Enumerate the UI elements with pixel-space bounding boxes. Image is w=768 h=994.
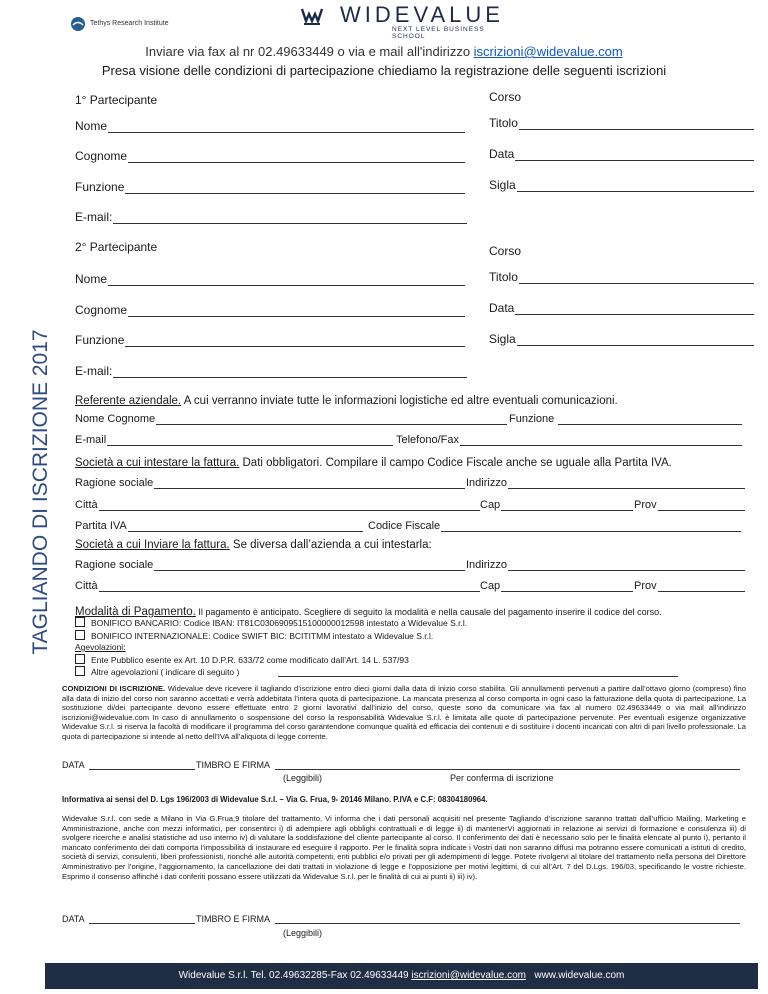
- fattura-ragione-label: Ragione sociale: [75, 477, 154, 489]
- pagamento-title: Modalità di Pagamento.: [75, 606, 196, 618]
- firma1-conferma: Per conferma di iscrizione: [450, 773, 554, 783]
- fattura-citta-field[interactable]: [75, 499, 480, 511]
- p1-cognome-label: Cognome: [75, 149, 128, 163]
- invio-desc: Se diversa dall’azienda a cui intestarla:: [229, 539, 432, 551]
- checkbox-ente[interactable]: [75, 654, 85, 664]
- footer-site-link[interactable]: www.widevalue.com: [526, 970, 625, 981]
- fattura-heading: [75, 457, 672, 469]
- firma1-firma-line[interactable]: [275, 759, 740, 770]
- p1-nome-label: Nome: [75, 119, 108, 133]
- footer-bar: [45, 963, 758, 989]
- firma2-leggibili: (Leggibili): [283, 928, 323, 938]
- referente-title: Referente aziendale.: [75, 395, 182, 407]
- pagamento-option-altre[interactable]: [75, 666, 239, 677]
- referente-funzione-label: Funzione: [509, 413, 555, 425]
- p2-cognome-label: Cognome: [75, 303, 128, 317]
- firma2-data-label: DATA: [62, 914, 85, 924]
- instructions-fax: Inviare via fax al nr 02.49633449 o via e mail all'indirizzo: [145, 44, 474, 59]
- invio-cap-field[interactable]: [480, 580, 633, 592]
- p2-data-field[interactable]: [489, 301, 754, 315]
- referente-desc: A cui verranno inviate tutte le informazioni logistiche ed altre eventuali comunicazioni.: [181, 395, 618, 407]
- p2-sigla-field[interactable]: [489, 332, 754, 346]
- p1-data-label: Data: [489, 147, 515, 161]
- fattura-cf-label: Codice Fiscale: [368, 520, 441, 532]
- informativa-title: Informativa ai sensi del D. Lgs 196/2003 di Widevalue S.r.l. – Via G. Frua, 9- 20146 Milano. P.IVA e C.F: 08304180964.: [62, 795, 488, 804]
- fattura-indirizzo-field[interactable]: [466, 477, 745, 489]
- invio-prov-field[interactable]: [634, 580, 745, 592]
- fattura-title: Società a cui intestare la fattura.: [75, 457, 240, 469]
- fattura-citta-label: Città: [75, 499, 98, 511]
- condizioni-title: CONDIZIONI DI ISCRIZIONE.: [62, 684, 166, 693]
- p1-cognome-field[interactable]: [75, 149, 465, 163]
- widevalue-emblem-icon: [300, 5, 324, 27]
- referente-heading: [75, 395, 618, 407]
- fattura-ragione-field[interactable]: [75, 477, 465, 489]
- referente-email-field[interactable]: [75, 434, 393, 446]
- p2-sigla-label: Sigla: [489, 332, 516, 346]
- p2-titolo-label: Titolo: [489, 270, 518, 284]
- p1-email-label: E-mail:: [75, 210, 113, 224]
- condizioni-text: Widevalue deve ricevere il tagliando d’iscrizione entro dieci giorni dalla data di inizio corso stabilita. Gli annullamenti pervenuti a partire dall’ottavo giorno (compreso) fino alla data di inizio del corso non saranno accettati e verrà addebitata l’intera quota di partecipazione. La mancata presenza al corso comporta in ogni caso la fatturazione della quota di partecipazione. La sostituzione di/dei partecipante devono essere effettuate entro 2 giorni lavorativi dall’inizio del corso, queste sono da comunicare via fax al numero 02.49633449 o via mail all’indirizzo iscrizioni@widevalue.com In caso di annullamento o sospensione del corso la responsabilità Widevalue S.r.l. è limitata alle quote di partecipazione pervenute. Per eventuali esigenze organizzative Widevalue S.r.l. si riserva la facoltà di modificare il programma del corso garantendone comunque qualità ed efficacia dei contenuti e di sostituire i docenti incaricati con altri di pari livello professionale. La quota di partecipazione si intende al netto dell’IVA all’aliquota di legge corrente.: [62, 684, 746, 741]
- invio-indirizzo-label: Indirizzo: [466, 559, 507, 571]
- referente-email-label: E-mail: [75, 434, 107, 446]
- header-email-link[interactable]: iscrizioni@widevalue.com: [473, 44, 623, 59]
- p2-nome-field[interactable]: [75, 272, 465, 286]
- p1-titolo-label: Titolo: [489, 116, 518, 130]
- referente-funzione-field[interactable]: [509, 413, 742, 425]
- fattura-desc: Dati obbligatori. Compilare il campo Codice Fiscale anche se uguale alla Partita IVA.: [239, 457, 672, 469]
- invio-ragione-label: Ragione sociale: [75, 559, 154, 571]
- p2-cognome-field[interactable]: [75, 303, 465, 317]
- p1-sigla-field[interactable]: [489, 178, 754, 192]
- widevalue-logo: [300, 2, 520, 40]
- tethys-logo: [70, 14, 200, 36]
- altre-agevolazioni-line[interactable]: [278, 676, 678, 677]
- pagamento-option-bonifico[interactable]: [75, 617, 467, 628]
- pagamento-option-internazionale[interactable]: [75, 630, 433, 641]
- fattura-prov-field[interactable]: [634, 499, 745, 511]
- p2-nome-label: Nome: [75, 272, 108, 286]
- p1-funzione-label: Funzione: [75, 180, 125, 194]
- instructions-line-1: [0, 44, 768, 59]
- checkbox-bonifico[interactable]: [75, 617, 85, 627]
- firma1-timbro-label: TIMBRO E FIRMA: [196, 760, 270, 770]
- referente-telefono-field[interactable]: [396, 434, 742, 446]
- fattura-cap-label: Cap: [480, 499, 501, 511]
- brand-tagline: NEXT LEVEL BUSINESS SCHOOL: [392, 26, 485, 40]
- invio-heading: [75, 539, 432, 551]
- invio-citta-label: Città: [75, 580, 98, 592]
- participant2-corso-title: Corso: [489, 244, 522, 258]
- agevolazioni-title: Agevolazioni:: [75, 642, 126, 652]
- side-label: TAGLIANDO DI ISCRIZIONE 2017: [29, 329, 52, 655]
- tethys-name: Tethys Research Institute: [90, 20, 169, 27]
- fattura-piva-label: Partita IVA: [75, 520, 127, 532]
- ente-label: Ente Pubblico esente ex Art. 10 D.P.R. 633/72 come modificato dall’Art. 14 L. 537/93: [91, 655, 409, 665]
- p1-titolo-field[interactable]: [489, 116, 754, 130]
- invio-indirizzo-field[interactable]: [466, 559, 745, 571]
- pagamento-option-ente[interactable]: [75, 654, 409, 665]
- firma2-firma-line[interactable]: [275, 913, 740, 924]
- condizioni-paragraph: [62, 684, 746, 742]
- p1-nome-field[interactable]: [75, 119, 465, 133]
- p1-sigla-label: Sigla: [489, 178, 516, 192]
- p2-titolo-field[interactable]: [489, 270, 754, 284]
- footer-contacts: Widevalue S.r.l. Tel. 02.49632285-Fax 02.49633449: [178, 970, 412, 981]
- invio-prov-label: Prov: [634, 580, 657, 592]
- firma1-data-label: DATA: [62, 760, 85, 770]
- invio-ragione-field[interactable]: [75, 559, 465, 571]
- p2-data-label: Data: [489, 301, 515, 315]
- altre-label: Altre agevolazioni ( indicare di seguito ): [91, 667, 240, 677]
- p1-email-field[interactable]: [75, 210, 467, 224]
- tethys-logo-icon: [70, 16, 86, 32]
- p2-funzione-label: Funzione: [75, 333, 125, 347]
- participant1-corso-title: Corso: [489, 90, 522, 104]
- checkbox-altre[interactable]: [75, 666, 85, 676]
- referente-telefono-label: Telefono/Fax: [396, 434, 459, 446]
- footer-email-link[interactable]: iscrizioni@widevalue.com: [411, 970, 527, 981]
- participant2-title: 2° Partecipante: [75, 240, 158, 254]
- brand-name: WIDEVALUE: [340, 2, 504, 27]
- p1-data-field[interactable]: [489, 147, 754, 161]
- invio-title: Società a cui Inviare la fattura.: [75, 539, 230, 551]
- fattura-cap-field[interactable]: [480, 499, 633, 511]
- fattura-indirizzo-label: Indirizzo: [466, 477, 507, 489]
- instructions-line-2: Presa visione delle condizioni di partecipazione chiediamo la registrazione delle seguenti iscrizioni: [101, 63, 667, 78]
- referente-nome-field[interactable]: [75, 413, 507, 425]
- internazionale-label: BONIFICO INTERNAZIONALE: Codice SWIFT BIC: BCITITMM intestato a Widevalue S.r.l.: [91, 631, 434, 641]
- p1-funzione-field[interactable]: [75, 180, 465, 194]
- bonifico-label: BONIFICO BANCARIO: Codice IBAN: IT81C0306909515100000012598 intestato a Widevalue S.r.l.: [91, 618, 468, 628]
- invio-cap-label: Cap: [480, 580, 501, 592]
- pagamento-desc: Il pagamento è anticipato. Scegliere di seguito la modalità e nella causale del pagamento inserire il codice del corso.: [195, 607, 662, 617]
- fattura-piva-field[interactable]: [75, 520, 363, 532]
- firma1-leggibili: (Leggibili): [283, 773, 323, 783]
- participant1-title: 1° Partecipante: [75, 93, 158, 107]
- firma2-timbro-label: TIMBRO E FIRMA: [196, 914, 270, 924]
- firma1-data-line[interactable]: [89, 759, 195, 770]
- fattura-prov-label: Prov: [634, 499, 657, 511]
- p2-funzione-field[interactable]: [75, 333, 465, 347]
- firma2-data-line[interactable]: [89, 913, 195, 924]
- checkbox-internazionale[interactable]: [75, 630, 85, 640]
- invio-citta-field[interactable]: [75, 580, 480, 592]
- fattura-cf-field[interactable]: [368, 520, 741, 532]
- p2-email-field[interactable]: [75, 364, 467, 378]
- firma1-row[interactable]: [62, 758, 742, 772]
- p2-email-label: E-mail:: [75, 364, 113, 378]
- firma2-row[interactable]: [62, 912, 742, 926]
- referente-nome-label: Nome Cognome: [75, 413, 156, 425]
- informativa-paragraph: Widevalue S.r.l. con sede a Milano in Via G.Frua,9 titolare del trattamento, Vi informa che i dati personali acquisiti nel presente Tagliando d’iscrizione saranno trattati dall’ufficio Mailing, Marketing e Amministrazione, anche con mezzi informatici, per consentirci i) di adempiere agli obblighi contrattuali e di legge ii) di mantenerVi aggiornati in relazione ai servizi di formazione e consulenza iii) di svolgere ricerche e analisi statistiche ad uso interno iv) di valutare la soddisfazione del cliente partecipante al corso. Il conferimento dei dati è necessario solo per le finalità elencate al punto i), pertanto il mancato conferimento dei dati comporta l’impossibilità di instaurare ed eseguire il rapporto. Per le finalità sopra indicate i Vostri dati non saranno diffusi ma potranno essere comunicati a istituti di credito, società di servizi, consulenti, liberi professionisti, nonché alle autorità competenti, enti pubblici e/o privati per gli adempimenti di legge. Potete rivolgervi al titolare del trattamento nella persona del Direttore Amministrativo per l’origine, l’aggiornamento, la cancellazione dei dati trattati in violazione di legge e l’opposizione per motivi legittimi, di cui all’Art. 7 del D.Lgs. 196/03, specificando le vostre richieste. Esprimo il consenso affinché i dati conferiti possano essere utilizzati da Widevalue S.r.l. per le finalità di cui ai punti ii) iii) iv).: [62, 814, 746, 881]
